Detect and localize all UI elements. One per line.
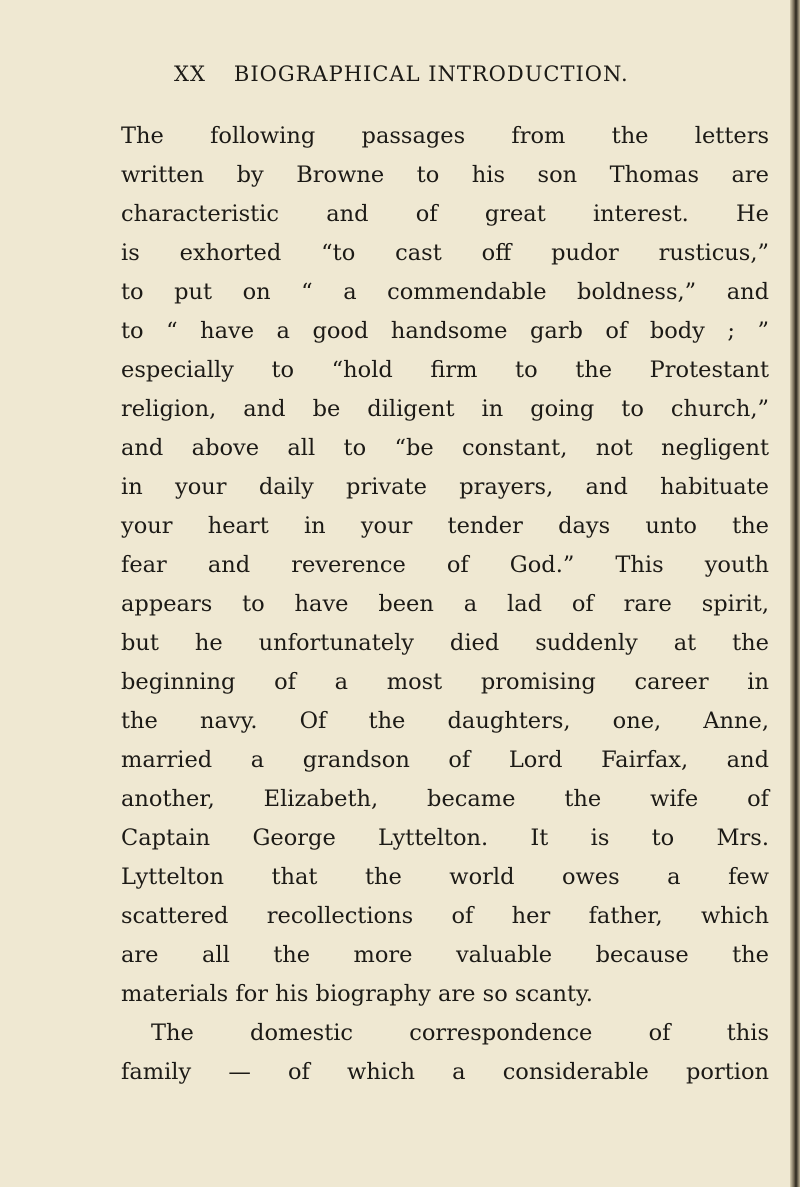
text-line: fear and reverence of God.” This youth [121, 552, 769, 578]
text-line: materials for his biography are so scanty. [121, 981, 593, 1007]
text-line: Lyttelton that the world owes a few [121, 864, 769, 890]
text-line: The domestic correspondence of this [151, 1020, 769, 1046]
text-line: your heart in your tender days unto the [121, 513, 769, 539]
text-line: is exhorted “to cast off pudor rusticus,” [121, 240, 769, 266]
text-line: married a grandson of Lord Fairfax, and [121, 747, 769, 773]
text-line: religion, and be diligent in going to church,” [121, 396, 769, 422]
body-text [121, 117, 769, 1092]
text-line: but he unfortunately died suddenly at the [121, 630, 769, 656]
text-line: to “ have a good handsome garb of body ; ” [121, 318, 769, 344]
text-line: to put on “ a commendable boldness,” and [121, 279, 769, 305]
text-line: written by Browne to his son Thomas are [121, 162, 769, 188]
text-line: appears to have been a lad of rare spirit, [121, 591, 769, 617]
running-head-title: BIOGRAPHICAL INTRODUCTION. [233, 62, 629, 86]
page-edge [790, 0, 800, 1187]
text-line: and above all to “be constant, not negligent [121, 435, 769, 461]
page-number: XX [174, 62, 206, 86]
text-line: especially to “hold firm to the Protestant [121, 357, 769, 383]
text-line: characteristic and of great interest. He [121, 201, 769, 227]
text-line: another, Elizabeth, became the wife of [121, 786, 769, 812]
text-line: the navy. Of the daughters, one, Anne, [121, 708, 769, 734]
text-line: scattered recollections of her father, which [121, 903, 769, 929]
text-line: beginning of a most promising career in [121, 669, 769, 695]
text-line: The following passages from the letters [121, 123, 769, 149]
text-line: family — of which a considerable portion [121, 1059, 769, 1085]
text-line: in your daily private prayers, and habituate [121, 474, 769, 500]
text-line: Captain George Lyttelton. It is to Mrs. [121, 825, 769, 851]
text-line: are all the more valuable because the [121, 942, 769, 968]
running-head [174, 62, 629, 86]
